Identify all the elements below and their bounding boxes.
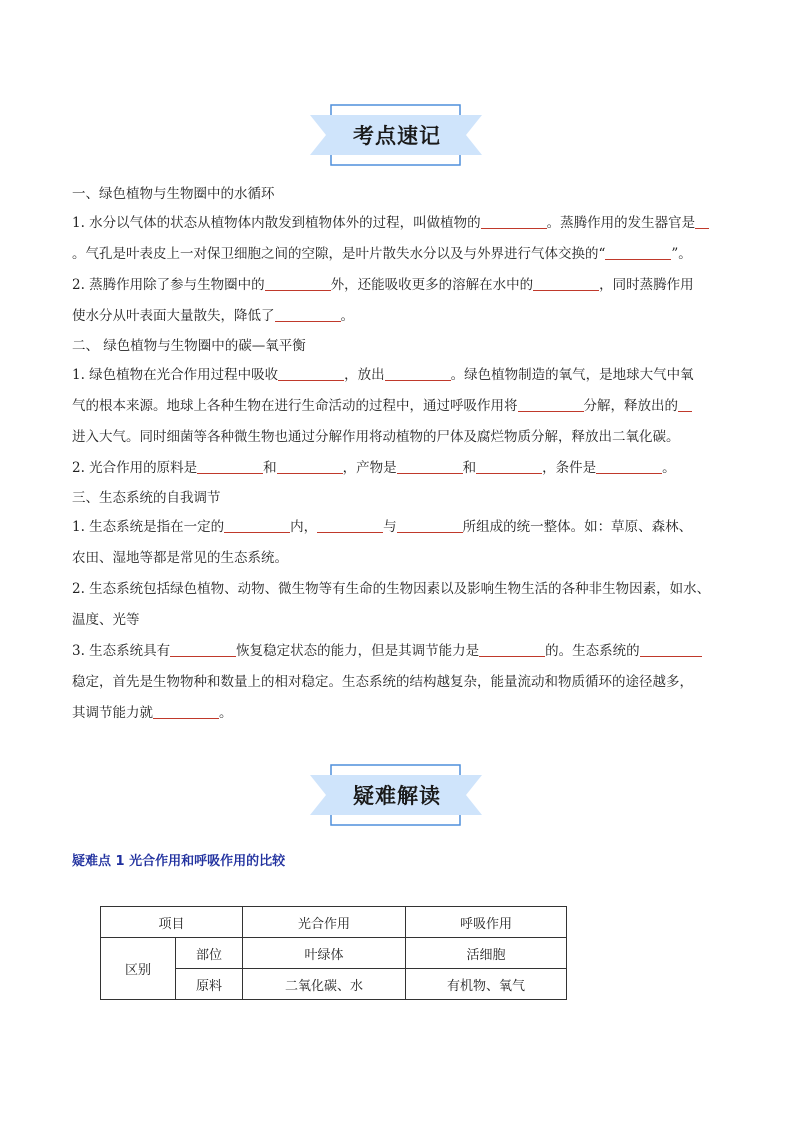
paragraph-line: 2. 蒸腾作用除了参与生物圈中的 外，还能吸收更多的溶解在水中的 ，同时蒸腾作用 [72,277,694,293]
paragraph-line: 农田、湿地等都是常见的生态系统。 [72,550,288,566]
table-cell: 部位 [176,938,243,969]
answer-blank[interactable] [170,641,236,657]
answer-blank[interactable] [397,458,463,474]
banner-title: 疑难解读 [353,784,441,808]
table-cell: 叶绿体 [243,938,406,969]
answer-blank[interactable] [640,641,702,657]
answer-blank[interactable] [397,517,463,533]
answer-blank[interactable] [605,244,671,260]
answer-blank[interactable] [265,275,331,291]
answer-blank[interactable] [224,517,290,533]
section-heading-carbon-oxygen: 二、 绿色植物与生物圈中的碳—氧平衡 [72,338,306,354]
difficulty-subtitle: 疑难点 1 光合作用和呼吸作用的比较 [72,854,286,869]
paragraph-line: 1. 生态系统是指在一定的 内， 与 所组成的统一整体。如：草原、森林、 [72,519,693,535]
table-group-cell: 区别 [101,938,176,1000]
banner-title: 考点速记 [353,124,441,148]
table-cell: 活细胞 [406,938,567,969]
comparison-table [100,906,567,1000]
key-points-content [72,180,734,729]
answer-blank[interactable] [533,275,599,291]
paragraph-line: 进入大气。同时细菌等各种微生物也通过分解作用将动植物的尸体及腐烂物质分解，释放出二氧化碳。 [72,429,680,445]
table-cell: 原料 [176,969,243,1000]
table-header-cell: 光合作用 [243,907,406,938]
answer-blank[interactable] [385,365,451,381]
table-header-row [101,907,567,938]
paragraph-line: 。气孔是叶表皮上一对保卫细胞之间的空隙，是叶片散失水分以及与外界进行气体交换的“ ”。 [72,246,692,262]
answer-blank[interactable] [695,213,709,229]
answer-blank[interactable] [278,365,344,381]
table-cell: 二氧化碳、水 [243,969,406,1000]
answer-blank[interactable] [481,213,547,229]
paragraph-line: 3. 生态系统具有 恢复稳定状态的能力，但是其调节能力是 的。生态系统的 [72,636,734,667]
table-header-cell: 呼吸作用 [406,907,567,938]
paragraph-line: 稳定，首先是生物物种和数量上的相对稳定。生态系统的结构越复杂，能量流动和物质循环的途径越多， [72,674,693,690]
answer-blank[interactable] [153,703,219,719]
table-cell: 有机物、氧气 [406,969,567,1000]
table-row [101,938,567,969]
section-heading-ecosystem: 三、生态系统的自我调节 [72,490,221,506]
answer-blank[interactable] [678,396,692,412]
paragraph-line: 其调节能力就 。 [72,705,233,721]
paragraph-line: 1. 水分以气体的状态从植物体内散发到植物体外的过程，叫做植物的 。蒸腾作用的发生器官是 [72,208,734,239]
answer-blank[interactable] [277,458,343,474]
answer-blank[interactable] [479,641,545,657]
table-header-cell: 项目 [101,907,243,938]
paragraph-line: 气的根本来源。地球上各种生物在进行生命活动的过程中，通过呼吸作用将 分解，释放出的 [72,391,734,422]
paragraph-line: 2. 生态系统包括绿色植物、动物、微生物等有生命的生物因素以及影响生物生活的各种非生物因素，如水、 [72,581,711,597]
section-heading-water-cycle: 一、绿色植物与生物圈中的水循环 [72,186,275,202]
answer-blank[interactable] [476,458,542,474]
paragraph-line: 1. 绿色植物在光合作用过程中吸收 ，放出 。绿色植物制造的氧气，是地球大气中氧 [72,367,694,383]
answer-blank[interactable] [596,458,662,474]
section-banner-difficulty [0,763,794,827]
paragraph-line: 温度、光等 [72,612,140,628]
answer-blank[interactable] [518,396,584,412]
paragraph-line: 2. 光合作用的原料是 和 ，产物是 和 ，条件是 。 [72,460,676,476]
answer-blank[interactable] [275,306,341,322]
section-banner-key-points [0,103,794,167]
answer-blank[interactable] [317,517,383,533]
answer-blank[interactable] [197,458,263,474]
paragraph-line: 使水分从叶表面大量散失，降低了 。 [72,308,354,324]
